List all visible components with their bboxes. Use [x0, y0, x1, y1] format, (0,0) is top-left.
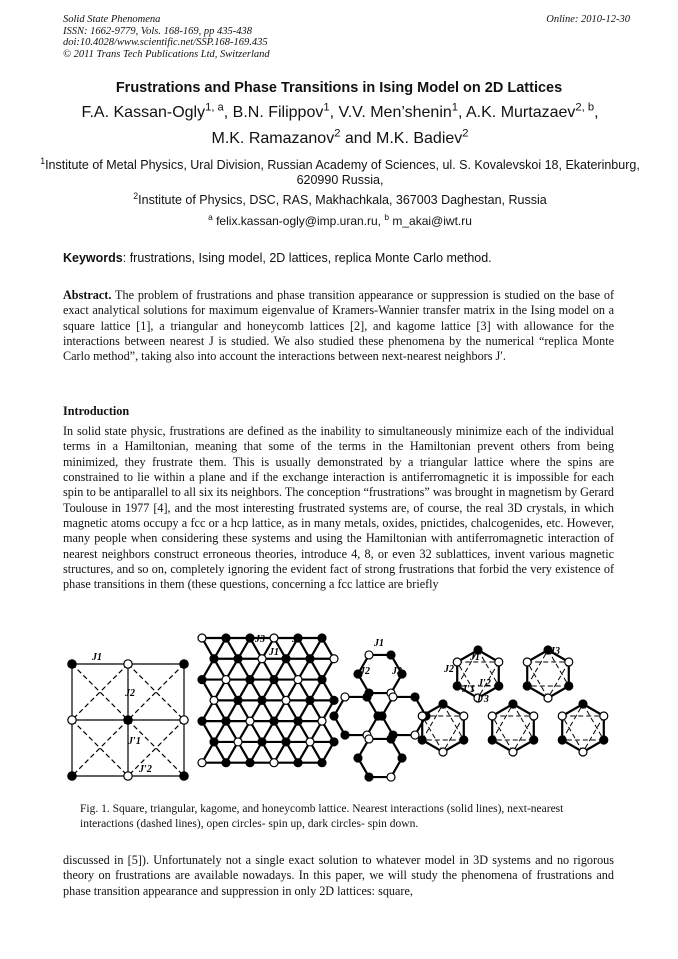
label-jprime2: J′2 — [139, 764, 152, 775]
label-j3: J3 — [550, 646, 560, 657]
spin-down-node — [330, 738, 338, 746]
spin-down-node — [210, 738, 218, 746]
author-affiliation-mark: 1, a — [205, 101, 224, 114]
label-j1: J1 — [269, 647, 279, 658]
spin-down-node — [558, 736, 566, 744]
spin-down-node — [180, 660, 188, 668]
spin-up-node — [246, 717, 254, 725]
spin-down-node — [306, 696, 314, 704]
spin-down-node — [270, 676, 278, 684]
spin-down-node — [294, 759, 302, 767]
spin-down-node — [488, 736, 496, 744]
author-affiliation-mark: 1 — [323, 101, 330, 114]
square-lattice — [68, 652, 188, 780]
spin-up-node — [180, 716, 188, 724]
spin-down-node — [222, 759, 230, 767]
spin-up-node — [198, 634, 206, 642]
spin-up-node — [124, 772, 132, 780]
label-j2: J2 — [292, 634, 302, 645]
author-affiliation-mark: 2 — [462, 127, 469, 140]
affiliation-text: Institute of Metal Physics, Ural Division, Russian Academy of Sciences, ul. S. Kovalevskoi 18, Ekaterinburg, 620990 Russia, — [45, 158, 640, 187]
spin-down-node — [378, 712, 386, 720]
spin-down-node — [246, 759, 254, 767]
spin-up-node — [282, 696, 290, 704]
abstract-label: Abstract. — [63, 288, 112, 302]
triangular-lattice — [198, 634, 338, 767]
spin-down-node — [258, 738, 266, 746]
email-mark: a — [208, 212, 213, 222]
author-affiliation-mark: 2, b — [575, 101, 595, 114]
spin-up-node — [600, 712, 608, 720]
label-jprime3: J′3 — [476, 694, 489, 705]
email-mark: b — [384, 212, 390, 222]
label-j1: J1 — [92, 652, 102, 663]
keywords-label: Keywords — [63, 251, 123, 265]
label-jprime1: J′1 — [128, 736, 141, 747]
section-heading-introduction: Introduction — [63, 404, 130, 418]
spin-down-node — [222, 634, 230, 642]
spin-down-node — [68, 772, 76, 780]
spin-up-node — [530, 712, 538, 720]
authors — [40, 100, 640, 152]
affiliation-mark: 1 — [40, 155, 46, 166]
label-j1: J1 — [374, 638, 384, 649]
spin-up-node — [330, 655, 338, 663]
spin-up-node — [411, 731, 419, 739]
abstract — [63, 288, 614, 365]
spin-down-node — [411, 693, 419, 701]
author-name: M.K. Ramazanov — [211, 130, 335, 147]
affiliation-text: Institute of Physics, DSC, RAS, Makhachkala, 367003 Daghestan, Russia — [138, 193, 547, 207]
spin-up-node — [68, 716, 76, 724]
author-separator: , — [594, 104, 599, 121]
spin-down-node — [354, 754, 362, 762]
author-name: , V.V. Men’shenin — [329, 104, 452, 121]
spin-up-node — [341, 693, 349, 701]
spin-down-node — [341, 731, 349, 739]
spin-down-node — [495, 682, 503, 690]
spin-up-node — [488, 712, 496, 720]
author-name: F.A. Kassan-Ogly — [81, 104, 206, 121]
label-j3: J3 — [255, 634, 265, 645]
spin-down-node — [565, 682, 573, 690]
label-j1: J1 — [470, 652, 480, 663]
spin-down-node — [330, 696, 338, 704]
spin-up-node — [389, 693, 397, 701]
spin-down-node — [180, 772, 188, 780]
spin-up-node — [222, 676, 230, 684]
authors-line-1 — [40, 100, 640, 126]
keywords-text: : frustrations, Ising model, 2D lattices, replica Monte Carlo method. — [122, 251, 492, 265]
spin-up-node — [198, 759, 206, 767]
email-link[interactable]: m_akai@iwt.ru — [389, 214, 472, 228]
spin-down-node — [387, 651, 395, 659]
spin-down-node — [509, 700, 517, 708]
author-emails — [40, 214, 640, 229]
spin-down-node — [68, 660, 76, 668]
spin-down-node — [124, 716, 132, 724]
spin-down-node — [530, 736, 538, 744]
spin-up-node — [365, 651, 373, 659]
affiliation-1 — [40, 155, 640, 188]
spin-down-node — [523, 682, 531, 690]
paper-title: Frustrations and Phase Transitions in Ising Model on 2D Lattices — [115, 80, 563, 96]
spin-up-node — [387, 773, 395, 781]
spin-down-node — [234, 655, 242, 663]
spin-down-node — [418, 736, 426, 744]
spin-down-node — [270, 717, 278, 725]
spin-down-node — [387, 735, 395, 743]
body-text-continued: discussed in [5]). Unfortunately not a single exact solution to whatever model in 3D systems and no rigorous theory on frustrations are available nowadays. In this paper, we will study the phenomena of frustrations and phase transition appearance and suppression in only 2D lattices: square, — [63, 853, 614, 898]
label-j3: J3 — [392, 666, 402, 677]
spin-down-node — [365, 773, 373, 781]
spin-up-node — [318, 717, 326, 725]
journal-header — [63, 14, 630, 60]
spin-down-node — [282, 655, 290, 663]
spin-down-node — [246, 676, 254, 684]
spin-up-node — [509, 748, 517, 756]
online-date: Online: 2010-12-30 — [546, 14, 630, 25]
spin-down-node — [198, 676, 206, 684]
affiliation-mark: 2 — [133, 190, 139, 201]
spin-up-node — [306, 738, 314, 746]
spin-up-node — [579, 748, 587, 756]
spin-down-node — [600, 736, 608, 744]
spin-up-node — [418, 712, 426, 720]
label-jprime2: J′2 — [478, 678, 491, 689]
introduction-text: In solid state physic, frustrations are defined as the inability to simultaneously minimize each of the individual terms in a Hamiltonian, meaning that some of the terms in the Hamiltonian prevent others from being minimized, they frustrate them. This is usually demonstrated by a triangular lattice where the spins are constrained to lie within a plane and if the exchange interaction is antiferromagnetic it is impossible for each spin to be antiparallel to all six its neighbors. The conception “frustrations” was brought in magnetism by Gerard Toulouse in 1977 [4], and the most interesting frustrated systems are, of course, the real 3D crystals, in which magnetic atoms occupy a fcc or a hcp lattice, as in many metals, oxides, pnictides, chalcogenides, etc. However, many people when considering these systems and using the Hamiltonian with antiferromagnetic interaction of nearest neighbors construct erroneous theories, introduce 4, 8, or even 32 sublattices, invent various magnetic structures, and so on, completely ignoring the evident fact of strong frustrations that forbid the very existence of phase transitions in them (these questions, concerning a fcc lattice are briefly — [63, 424, 614, 592]
spin-down-node — [439, 700, 447, 708]
spin-down-node — [318, 676, 326, 684]
spin-down-node — [234, 696, 242, 704]
spin-up-node — [258, 655, 266, 663]
copyright-line: © 2011 Trans Tech Publications Ltd, Switzerland — [63, 48, 270, 60]
spin-up-node — [565, 658, 573, 666]
spin-down-node — [318, 759, 326, 767]
spin-down-node — [198, 717, 206, 725]
spin-up-node — [270, 634, 278, 642]
spin-up-node — [294, 676, 302, 684]
label-j2: J2 — [444, 664, 454, 675]
kagome-lattice — [330, 638, 430, 781]
spin-down-node — [282, 738, 290, 746]
label-j2: J2 — [125, 688, 135, 699]
spin-up-node — [270, 759, 278, 767]
spin-down-node — [460, 736, 468, 744]
spin-down-node — [398, 754, 406, 762]
journal-name: Solid State Phenomena — [63, 14, 161, 25]
spin-up-node — [210, 696, 218, 704]
spin-up-node — [460, 712, 468, 720]
honeycomb-lattice — [418, 646, 608, 756]
spin-up-node — [523, 658, 531, 666]
abstract-text: The problem of frustrations and phase transition appearance or suppression is studied on the base of exact analytical solutions for maximum eigenvalue of Kramers-Wannier transfer matrix in the Ising model on a square lattice [1], a triangular and honeycomb lattices [2], and kagome lattice [3] with allowance for the interactions between nearest J is studied. We also studied these phenomena by the numerical “replica Monte Carlo method”, taking also into account the interactions between next-nearest neighbors J′. — [63, 288, 614, 364]
spin-up-node — [495, 658, 503, 666]
author-affiliation-mark: 1 — [451, 101, 458, 114]
spin-up-node — [234, 738, 242, 746]
authors-line-2 — [40, 126, 640, 152]
spin-down-node — [318, 634, 326, 642]
author-name: , B.N. Filippov — [223, 104, 324, 121]
spin-down-node — [330, 712, 338, 720]
spin-up-node — [453, 658, 461, 666]
spin-down-node — [306, 655, 314, 663]
spin-down-node — [294, 717, 302, 725]
label-j2: J2 — [360, 666, 370, 677]
figure-caption: Fig. 1. Square, triangular, kagome, and honeycomb lattice. Nearest interactions (solid lines), next-nearest interactions (dashed lines), open circles- spin up, dark circles- spin down. — [80, 803, 564, 830]
email-link[interactable]: felix.kassan-ogly@imp.uran.ru, — [212, 214, 385, 228]
spin-down-node — [222, 717, 230, 725]
spin-down-node — [258, 696, 266, 704]
spin-down-node — [210, 655, 218, 663]
keywords — [63, 251, 623, 265]
spin-up-node — [558, 712, 566, 720]
label-jprime1: J′1 — [462, 684, 475, 695]
author-name: and M.K. Badiev — [340, 130, 463, 147]
spin-down-node — [246, 634, 254, 642]
spin-up-node — [365, 735, 373, 743]
spin-down-node — [453, 682, 461, 690]
spin-up-node — [544, 694, 552, 702]
spin-up-node — [124, 660, 132, 668]
affiliation-2 — [40, 190, 640, 208]
issn-line: ISSN: 1662-9779, Vols. 168-169, pp 435-438 — [63, 25, 252, 37]
doi-line: doi:10.4028/www.scientific.net/SSP.168-169.435 — [63, 37, 268, 48]
spin-up-node — [439, 748, 447, 756]
spin-down-node — [579, 700, 587, 708]
author-name: , A.K. Murtazaev — [458, 104, 576, 121]
spin-down-node — [363, 693, 371, 701]
lattice-figure — [58, 632, 614, 802]
author-affiliation-mark: 2 — [334, 127, 341, 140]
